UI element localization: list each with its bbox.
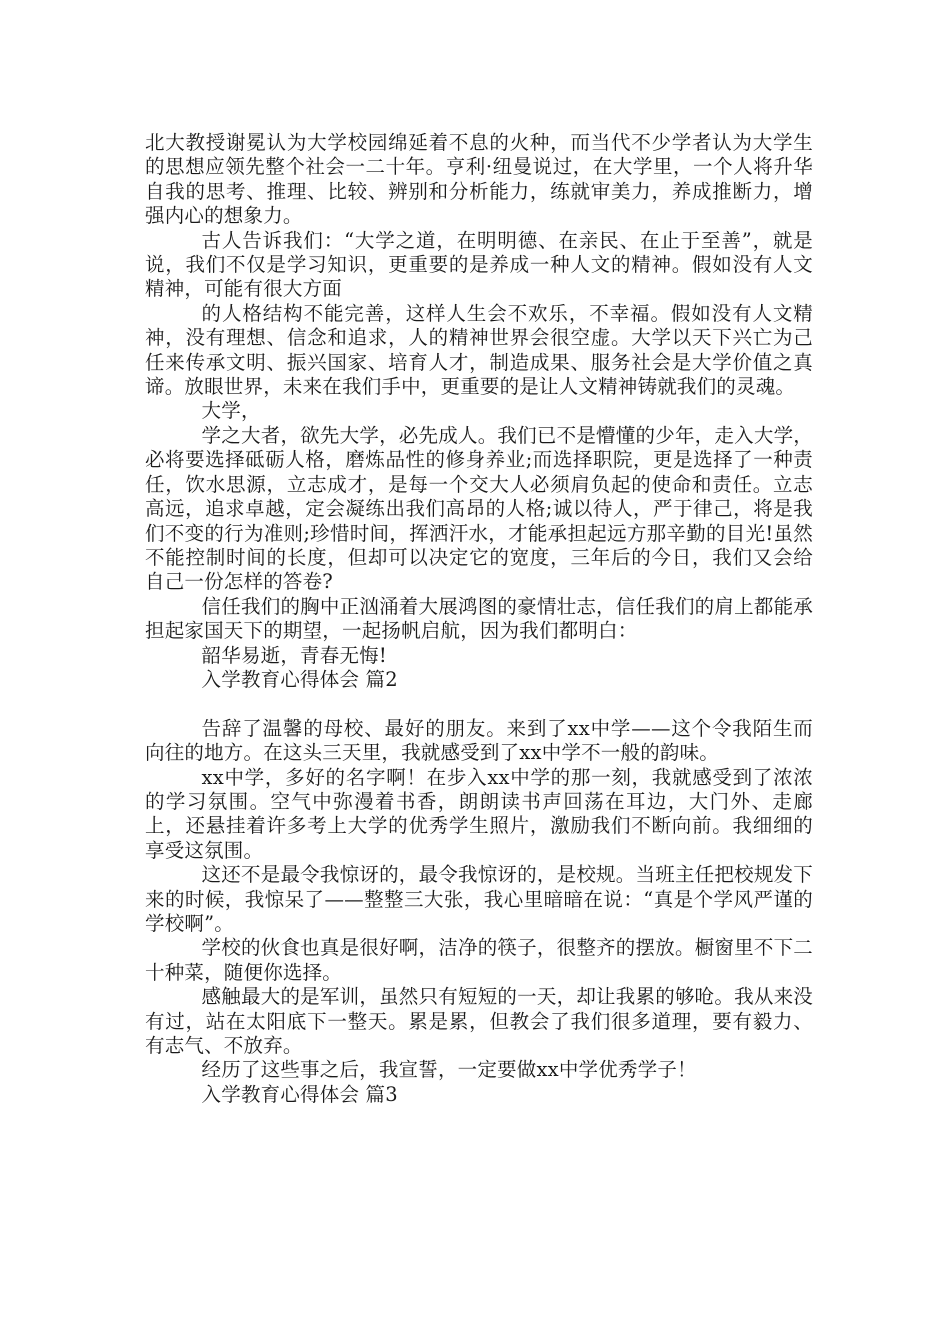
paragraph-ancients: 古人告诉我们：“大学之道，在明明德、在亲民、在止于至善”，就是说，我们不仅是学习知识，更重要的是养成一种人文的精神。假如没有人文精神，可能有很大方面 <box>145 228 813 301</box>
paragraph-daxue: 大学， <box>201 399 261 423</box>
paragraph-become-person: 学之大者，欲先大学，必先成人。我们已不是懵懂的少年，走入大学，必将要选择砥砺人格，磨炼品性的修身养业;而选择职院，更是选择了一种责任，饮水思源，立志成才，是每一个交大人必须肩负起的使命和责任。立志高远，追求卓越，定会凝练出我们高昂的人格;诚以待人，严于律己，将是我们不变的行为准则;珍惜时间，挥洒汗水，才能承担起远方那辛勤的目光!虽然不能控制时间的长度，但却可以决定它的宽度，三年后的今日，我们又会给自己一份怎样的答卷? <box>145 423 813 594</box>
paragraph-trust: 信任我们的胸中正汹涌着大展鸿图的豪情壮志，信任我们的肩上都能承担起家国天下的期望，一起扬帆启航，因为我们都明白： <box>145 594 813 643</box>
paragraph-humanistic-spirit: 的人格结构不能完善，这样人生会不欢乐，不幸福。假如没有人文精神，没有理想、信念和追求，人的精神世界会很空虚。大学以天下兴亡为己任来传承文明、振兴国家、培育人才，制造成果、服务社会是大学价值之真谛。放眼世界，未来在我们手中，更重要的是让人文精神铸就我们的灵魂。 <box>145 301 813 399</box>
document-body <box>145 131 813 1107</box>
paragraph-youth: 韶华易逝，青春无悔! <box>201 643 387 667</box>
paragraph-farewell: 告辞了温馨的母校、最好的朋友。来到了xx中学——这个令我陌生而向往的地方。在这头三天里，我就感受到了xx中学不一般的韵味。 <box>145 716 813 765</box>
paragraph-intro: 北大教授谢冕认为大学校园绵延着不息的火种，而当代不少学者认为大学生的思想应领先整个社会一二十年。亨利·纽曼说过，在大学里，一个人将升华自我的思考、推理、比较、辨别和分析能力，练就审美力，养成推断力，增强内心的想象力。 <box>145 131 813 228</box>
paragraph-school-rules: 这还不是最令我惊讶的，最令我惊讶的，是校规。当班主任把校规发下来的时候，我惊呆了——整整三大张，我心里暗暗在说：“真是个学风严谨的学校啊”。 <box>145 863 813 935</box>
section-heading-3: 入学教育心得体会 篇3 <box>201 1082 398 1106</box>
paragraph-military-training: 感触最大的是军训，虽然只有短短的一天，却让我累的够呛。我从来没有过，站在太阳底下一整天。累是累，但教会了我们很多道理，要有毅力、有志气、不放弃。 <box>145 985 813 1058</box>
paragraph-pledge: 经历了这些事之后，我宣誓，一定要做xx中学优秀学子！ <box>201 1058 697 1082</box>
blank-line <box>145 692 813 716</box>
section-heading-2: 入学教育心得体会 篇2 <box>201 667 398 691</box>
paragraph-canteen: 学校的伙食也真是很好啊，洁净的筷子，很整齐的摆放。橱窗里不下二十种菜，随便你选择。 <box>145 936 813 984</box>
paragraph-school-name: xx中学，多好的名字啊！在步入xx中学的那一刻，我就感受到了浓浓的学习氛围。空气中弥漫着书香，朗朗读书声回荡在耳边，大门外、走廊上，还悬挂着许多考上大学的优秀学生照片，激励我们不断向前。我细细的享受这氛围。 <box>145 765 813 862</box>
